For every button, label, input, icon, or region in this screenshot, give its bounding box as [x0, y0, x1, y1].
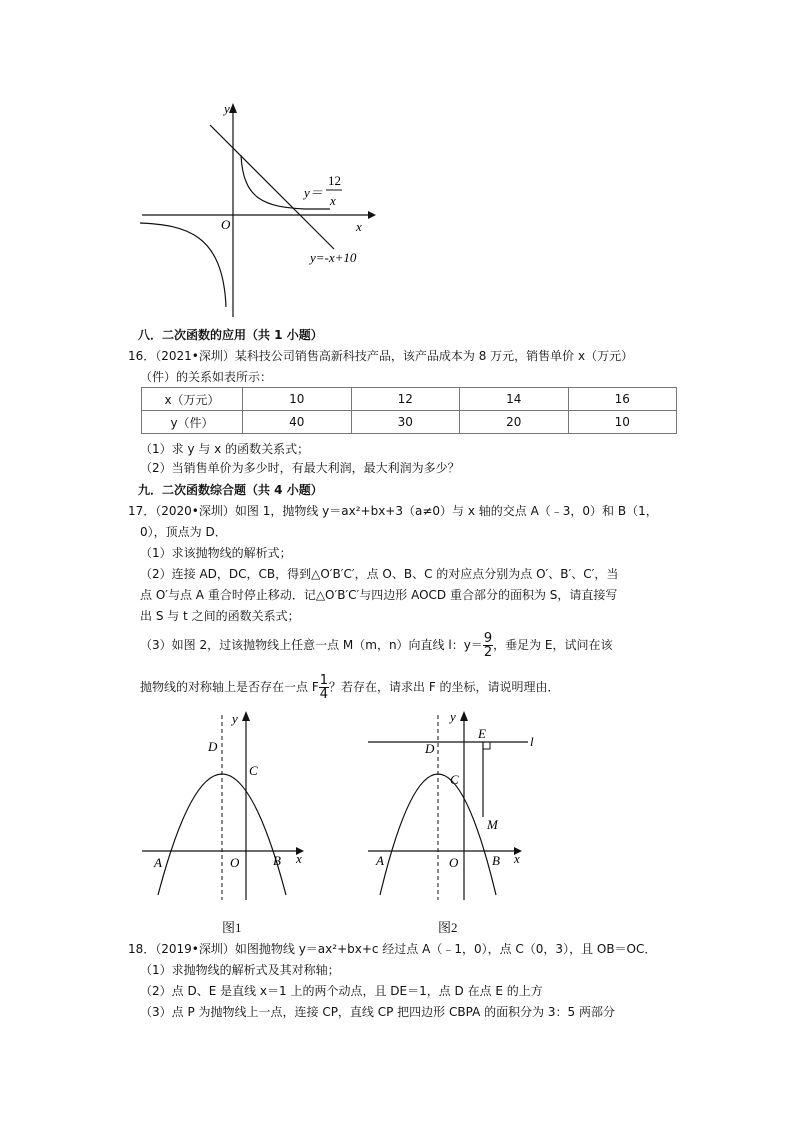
fraction-den: 2	[483, 645, 493, 660]
fraction-num: 1	[319, 673, 328, 688]
table-row	[142, 388, 677, 411]
line-label: y=-x+10	[310, 250, 357, 265]
point-label-D: D	[208, 739, 218, 754]
figure-1-parabola	[138, 705, 318, 905]
q16-table	[141, 387, 677, 434]
figure-2-parabola	[364, 705, 554, 905]
fraction-num: 9	[483, 631, 493, 646]
q17-part3a	[140, 630, 613, 662]
origin-label: O	[221, 217, 231, 232]
point-label-A: A	[376, 853, 384, 868]
fraction-den: 4	[319, 687, 328, 702]
table-header-y: y（件）	[142, 411, 243, 434]
y-axis-arrow	[229, 103, 237, 113]
q16-line1: 16．（2021•深圳）某科技公司销售高新科技产品，该产品成本为 8 万元，销售单价 x（万元）	[128, 349, 634, 363]
table-cell: 10	[243, 388, 352, 411]
section8-title: 八．二次函数的应用（共 1 小题）	[138, 328, 323, 342]
q17-part3a-post: ，垂足为 E，试问在该	[493, 638, 613, 652]
figure-2-caption: 图2	[438, 920, 458, 935]
q17-part3b-post: ？若存在，请求出 F 的坐标，请说明理由．	[329, 680, 560, 694]
q18-line1: 18．（2019•深圳）如图抛物线 y＝ax²+bx+c 经过点 A（﹣1，0），点 C（0，3），且 OB＝OC．	[128, 942, 657, 956]
curve-label-den: x	[330, 193, 336, 208]
q17-part2b: 点 O′与点 A 重合时停止移动．记△O′B′C′与四边形 AOCD 重合部分的面积为 S，请直接写	[140, 588, 618, 602]
q18-part2: （2）点 D、E 是直线 x＝1 上的两个动点，且 DE＝1，点 D 在点 E 的上方	[140, 984, 543, 998]
right-angle-mark	[483, 742, 490, 749]
table-cell: 20	[460, 411, 569, 434]
curve-label-num: 12	[328, 173, 341, 188]
point-label-C: C	[450, 772, 459, 787]
q18-part3: （3）点 P 为抛物线上一点，连接 CP，直线 CP 把四边形 CBPA 的面积分为 3：5 两部分	[140, 1005, 615, 1019]
point-label-O: O	[230, 855, 240, 870]
q17-line2: 0），顶点为 D．	[140, 525, 227, 539]
q17-part3a-pre: （3）如图 2，过该抛物线上任意一点 M（m，n）向直线 l：y＝	[140, 638, 483, 652]
x-axis-label: x	[356, 219, 362, 234]
table-cell: 12	[351, 388, 460, 411]
table-cell: 14	[460, 388, 569, 411]
q16-line2: （件）的关系如表所示：	[140, 370, 273, 384]
point-label-B: B	[273, 853, 281, 868]
table-cell: 10	[568, 411, 677, 434]
table-header-x: x（万元）	[142, 388, 243, 411]
fraction-9-2	[483, 632, 493, 659]
q17-part1: （1）求该抛物线的解析式；	[140, 546, 292, 560]
point-label-B: B	[492, 853, 500, 868]
q16-part1: （1）求 y 与 x 的函数关系式；	[140, 442, 310, 456]
q18-part1: （1）求抛物线的解析式及其对称轴；	[140, 963, 340, 977]
point-label-O: O	[449, 855, 459, 870]
q17-part2c: 出 S 与 t 之间的函数关系式；	[140, 609, 300, 623]
y-axis-arrow	[242, 711, 250, 721]
section9-title: 九．二次函数综合题（共 4 小题）	[138, 483, 323, 497]
x-axis-arrow	[368, 211, 376, 219]
y-axis-label: y	[232, 711, 238, 726]
q17-part3b	[140, 672, 560, 704]
q17-line1: 17．（2020•深圳）如图 1，抛物线 y＝ax²+bx+3（a≠0）与 x 轴的交点 A（﹣3，0）和 B（1，	[128, 504, 658, 518]
q16-part2: （2）当销售单价为多少时，有最大利润，最大利润为多少？	[140, 461, 460, 475]
figure-hyperbola-line	[130, 95, 390, 325]
point-label-D: D	[425, 741, 435, 756]
line-label-l: l	[530, 734, 534, 749]
curve-label-prefix: y＝	[304, 185, 323, 200]
fraction-1-4	[319, 674, 329, 701]
hyperbola-branch-left	[140, 223, 226, 307]
q17-part2a: （2）连接 AD，DC，CB，得到△O′B′C′，点 O、B、C 的对应点分别为点 O′、B′、C′，当	[140, 567, 619, 581]
table-cell: 16	[568, 388, 677, 411]
y-axis-label: y	[450, 709, 456, 724]
point-label-M: M	[487, 817, 498, 832]
x-axis-label: x	[514, 851, 520, 866]
y-axis-label: y	[224, 101, 230, 116]
x-axis-label: x	[296, 851, 302, 866]
table-row	[142, 411, 677, 434]
q17-part3b-pre: 抛物线的对称轴上是否存在一点 F	[140, 680, 319, 694]
point-label-C: C	[249, 763, 258, 778]
y-axis-arrow	[460, 711, 468, 721]
table-cell: 40	[243, 411, 352, 434]
point-label-E: E	[478, 726, 486, 741]
figure-1-caption: 图1	[222, 920, 242, 935]
table-cell: 30	[351, 411, 460, 434]
point-label-A: A	[154, 855, 162, 870]
